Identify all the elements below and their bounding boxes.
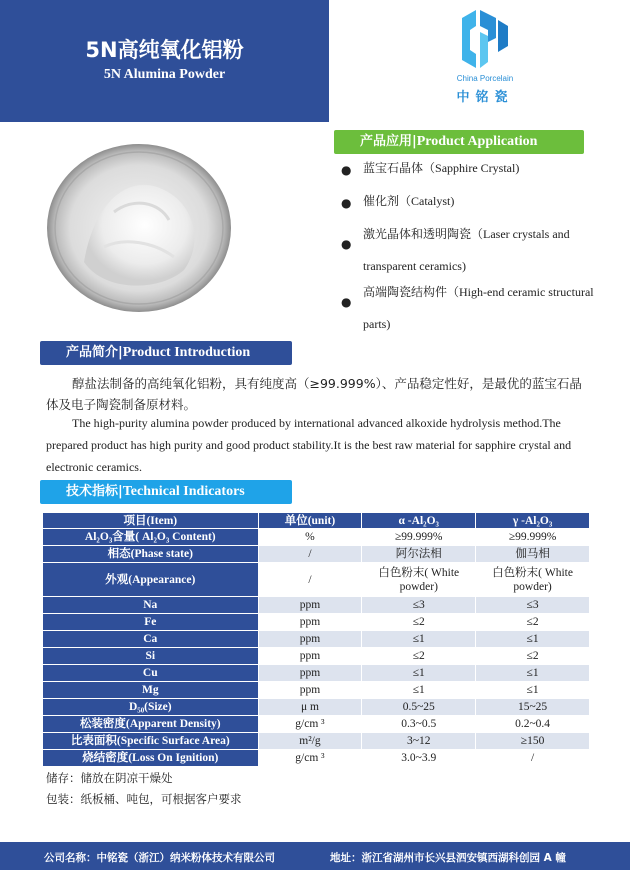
table-cell: ppm [258,631,362,648]
list-item [341,218,601,282]
table-cell: ≤2 [476,614,590,631]
table-cell: % [258,529,362,546]
table-cell: ppm [258,665,362,682]
application-item-en: （Laser crystals and transparent ceramics) [363,227,570,273]
column-header: 项目(Item) [43,513,259,529]
list-item [341,160,601,176]
table-cell: / [258,546,362,563]
row-label: 相态(Phase state) [43,546,259,563]
company-logo [440,4,530,104]
notes-block [46,768,242,810]
table-cell: 白色粉末( White powder) [362,563,476,597]
china-porcelain-logo-icon [440,4,530,72]
technical-heading-en: Technical Indicators [122,484,245,499]
introduction-text-cn: 醇盐法制备的高纯氧化铝粉，具有纯度高（≥99.999%）、产品稳定性好，是最优的蓝宝石晶体及电子陶瓷制备原材料。 [46,376,582,412]
table-cell: 15~25 [476,699,590,716]
application-heading-en: Product Application [416,134,538,149]
table-cell: 0.5~25 [362,699,476,716]
table-cell: / [476,750,590,767]
table-cell: 阿尔法相 [362,546,476,563]
company-address: 地址：浙江省湖州市长兴县泗安镇西湖科创园 A 幢 [330,852,566,864]
header-banner [0,0,329,122]
row-label: 松装密度(Apparent Density) [43,716,259,733]
row-label: Na [43,597,259,614]
product-title-cn: 5N高纯氧化铝粉 [85,38,244,62]
packaging-note: 包装：纸板桶、吨包，可根据客户要求 [46,792,242,806]
table-cell: ≤3 [476,597,590,614]
table-row [43,614,590,631]
table-cell: μ m [258,699,362,716]
application-item-en: （High-end ceramic structural parts) [363,285,594,331]
bullet-icon: ● [341,295,352,309]
product-title-en: 5N Alumina Powder [103,67,226,82]
application-list [341,160,601,342]
table-row [43,529,590,546]
column-header: γ -Al₂O₃ [476,513,590,529]
storage-note: 储存：储放在阴凉干燥处 [46,771,173,785]
section-heading-technical [40,480,292,504]
table-row [43,699,590,716]
introduction-heading-en: Product Introduction [122,345,251,360]
introduction-text-en: The high-purity alumina powder produced by international advanced alkoxide hydrolysis method.The prepared product has high purity and good product stability.It is the best raw material for sapphire crystal and electronic ceramics. [46,416,572,474]
row-label: Mg [43,682,259,699]
table-cell: ppm [258,614,362,631]
table-row [43,631,590,648]
table-row [43,682,590,699]
row-label: Cu [43,665,259,682]
table-cell: 0.2~0.4 [476,716,590,733]
table-row [43,733,590,750]
table-cell: ≤3 [362,597,476,614]
alumina-powder-photo [44,142,234,314]
table-row [43,648,590,665]
column-header: 单位(unit) [258,513,362,529]
row-label: 比表面积(Specific Surface Area) [43,733,259,750]
application-item-en: （Sapphire Crystal) [423,161,520,175]
table-cell: 0.3~0.5 [362,716,476,733]
table-cell: g/cm ³ [258,716,362,733]
table-row [43,563,590,597]
logo-brand-en: China Porcelain [456,74,514,83]
table-header-row [43,513,590,529]
table-cell: ≤1 [362,682,476,699]
introduction-heading-cn: 产品简介| [66,345,123,360]
column-header: α -Al₂O₃ [362,513,476,529]
table-cell: 3.0~3.9 [362,750,476,767]
table-cell: ≤2 [476,648,590,665]
table-cell: 伽马相 [476,546,590,563]
table-cell: ppm [258,597,362,614]
row-label: Ca [43,631,259,648]
table-row [43,597,590,614]
table-cell: m²/g [258,733,362,750]
row-label: Si [43,648,259,665]
table-cell: ppm [258,648,362,665]
table-cell: ppm [258,682,362,699]
row-label: 烧结密度(Loss On Ignition) [43,750,259,767]
table-cell: ≤1 [362,631,476,648]
section-heading-application [334,130,584,154]
table-row [43,665,590,682]
table-cell: ≤1 [362,665,476,682]
table-cell: g/cm ³ [258,750,362,767]
bullet-icon: ● [341,163,352,177]
logo-brand-cn: 中铭瓷 [456,90,514,105]
table-cell: ≤1 [476,682,590,699]
application-item-cn: 催化剂 [363,194,400,208]
footer-bar [0,842,630,870]
technical-table [42,512,590,767]
application-item-cn: 蓝宝石晶体 [363,161,424,175]
table-cell: ≥99.999% [476,529,590,546]
table-cell: ≤1 [476,631,590,648]
table-cell: ≤2 [362,648,476,665]
table-row [43,546,590,563]
table-cell: ≤1 [476,665,590,682]
application-item-cn: 激光晶体和透明陶瓷 [363,227,472,241]
technical-heading-cn: 技术指标| [66,484,123,499]
table-row [43,750,590,767]
table-cell: 白色粉末( White powder) [476,563,590,597]
row-label: 外观(Appearance) [43,563,259,597]
table-cell: ≤2 [362,614,476,631]
company-name: 公司名称：中铭瓷（浙江）纳米粉体技术有限公司 [44,852,275,864]
table-cell: / [258,563,362,597]
bullet-icon: ● [341,196,352,210]
table-row [43,716,590,733]
list-item [341,193,601,209]
row-label: Fe [43,614,259,631]
table-cell: 3~12 [362,733,476,750]
application-item-cn: 高端陶瓷结构件 [363,285,448,299]
list-item [341,276,601,340]
bullet-icon: ● [341,237,352,251]
application-heading-cn: 产品应用| [360,134,417,149]
row-label: Al₂O₃含量( Al₂O₃ Content) [43,529,259,546]
table-cell: ≥99.999% [362,529,476,546]
row-label: D₅₀(Size) [43,699,259,716]
section-heading-introduction [40,341,292,365]
table-cell: ≥150 [476,733,590,750]
application-item-en: （Catalyst) [399,194,455,208]
